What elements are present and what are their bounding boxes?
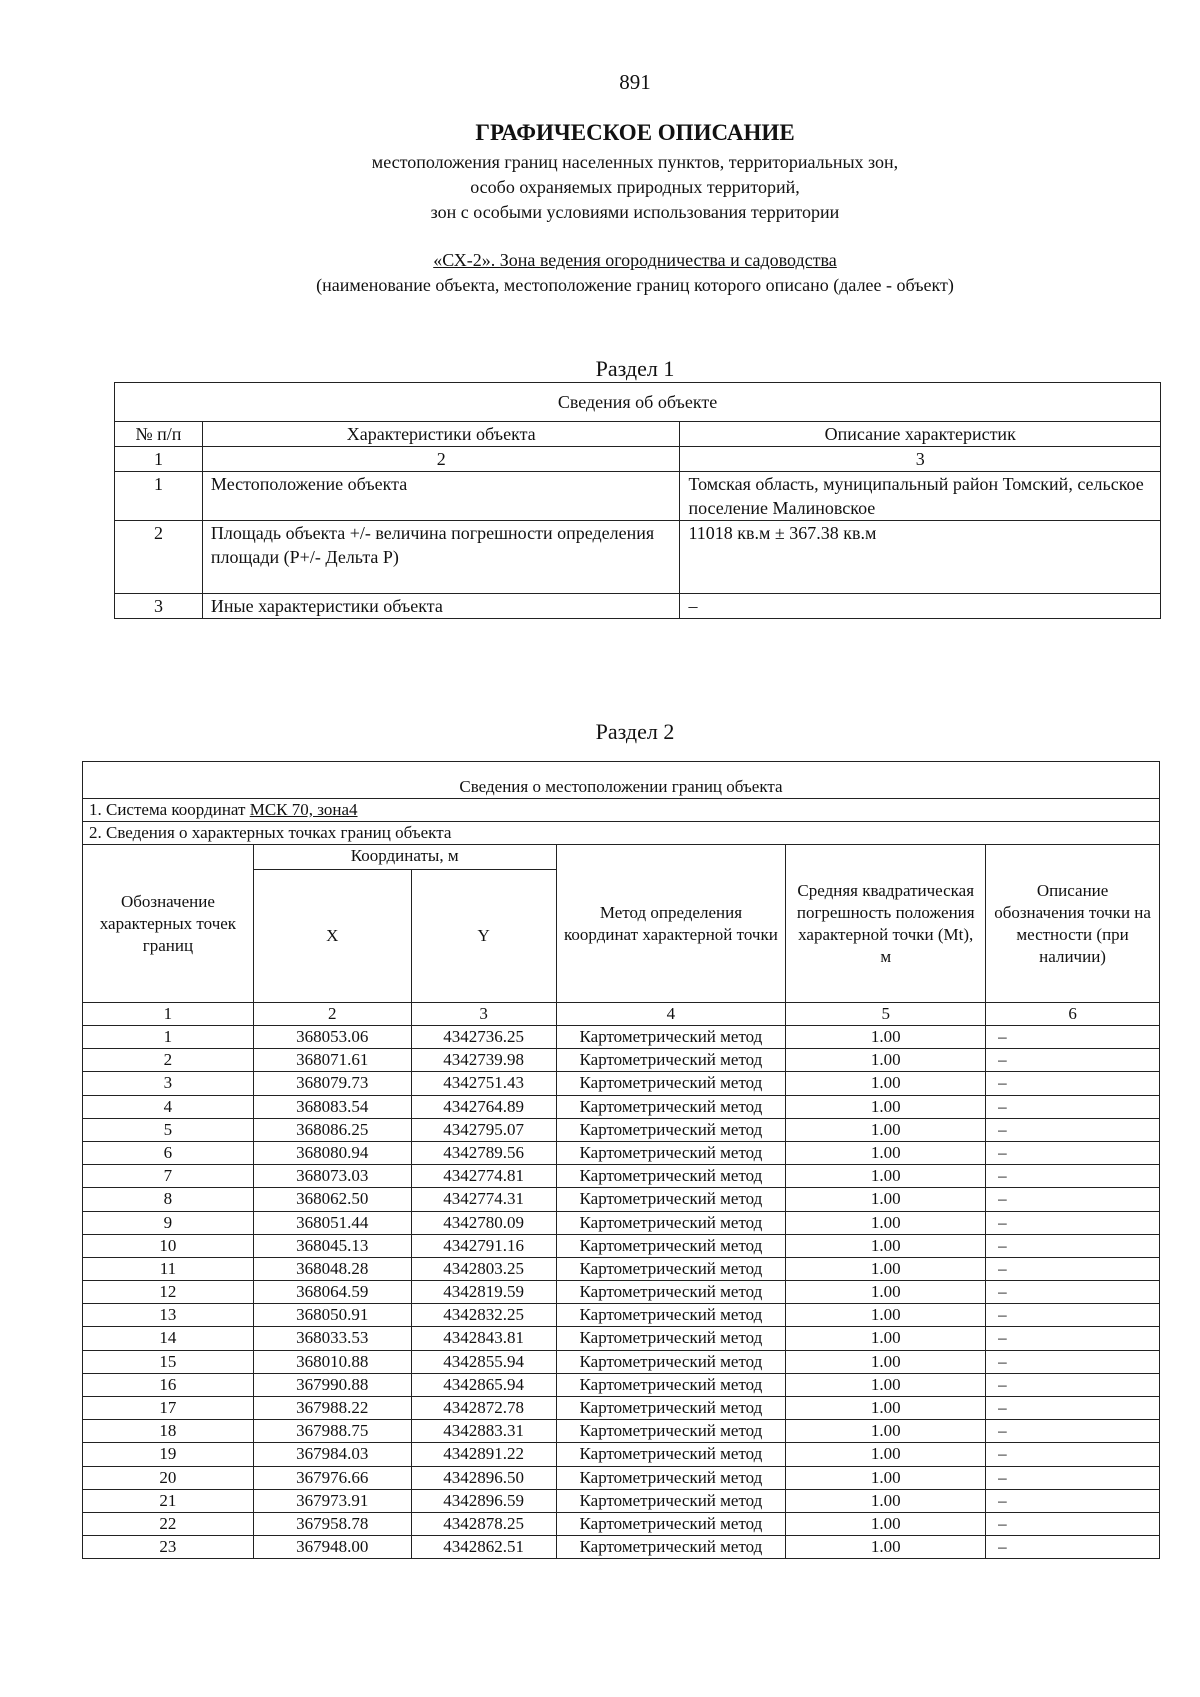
coord-y: 4342789.56 bbox=[411, 1141, 556, 1164]
boundary-points-table bbox=[82, 761, 1160, 1559]
error-value: 1.00 bbox=[786, 1327, 986, 1350]
table-header-row bbox=[115, 422, 1161, 447]
column-number: 3 bbox=[680, 447, 1161, 472]
error-value: 1.00 bbox=[786, 1350, 986, 1373]
column-number: 6 bbox=[986, 1003, 1160, 1026]
table-row bbox=[83, 1257, 1160, 1280]
object-name-block bbox=[0, 248, 1200, 298]
coord-x: 367990.88 bbox=[253, 1373, 411, 1396]
coord-x: 368073.03 bbox=[253, 1165, 411, 1188]
coord-y: 4342865.94 bbox=[411, 1373, 556, 1396]
coord-x: 368048.28 bbox=[253, 1257, 411, 1280]
method: Картометрический метод bbox=[556, 1141, 786, 1164]
error-value: 1.00 bbox=[786, 1118, 986, 1141]
point-number: 10 bbox=[83, 1234, 254, 1257]
point-number: 21 bbox=[83, 1489, 254, 1512]
method: Картометрический метод bbox=[556, 1536, 786, 1559]
table-row bbox=[83, 1141, 1160, 1164]
coord-system-label: 1. Система координат bbox=[89, 800, 250, 819]
table-title-row bbox=[115, 383, 1161, 422]
coord-y: 4342855.94 bbox=[411, 1350, 556, 1373]
coord-x: 368053.06 bbox=[253, 1026, 411, 1049]
header-x: X bbox=[253, 870, 411, 1003]
coord-x: 368033.53 bbox=[253, 1327, 411, 1350]
subtitle-line: местоположения границ населенных пунктов, территориальных зон, bbox=[371, 152, 899, 172]
characteristic-name: Местоположение объекта bbox=[202, 472, 680, 521]
point-description: – bbox=[986, 1165, 1160, 1188]
table-row bbox=[83, 1118, 1160, 1141]
point-number: 2 bbox=[83, 1049, 254, 1072]
point-number: 7 bbox=[83, 1165, 254, 1188]
point-number: 8 bbox=[83, 1188, 254, 1211]
coord-x: 368083.54 bbox=[253, 1095, 411, 1118]
point-number: 20 bbox=[83, 1466, 254, 1489]
point-description: – bbox=[986, 1095, 1160, 1118]
coord-y: 4342774.81 bbox=[411, 1165, 556, 1188]
point-number: 3 bbox=[83, 1072, 254, 1095]
point-description: – bbox=[986, 1512, 1160, 1535]
point-number: 11 bbox=[83, 1257, 254, 1280]
table-row bbox=[83, 1304, 1160, 1327]
header-characteristic: Характеристики объекта bbox=[202, 422, 680, 447]
point-number: 16 bbox=[83, 1373, 254, 1396]
method: Картометрический метод bbox=[556, 1026, 786, 1049]
table-row bbox=[83, 1489, 1160, 1512]
column-number: 1 bbox=[83, 1003, 254, 1026]
coord-y: 4342891.22 bbox=[411, 1443, 556, 1466]
point-description: – bbox=[986, 1373, 1160, 1396]
point-description: – bbox=[986, 1350, 1160, 1373]
coord-x: 367948.00 bbox=[253, 1536, 411, 1559]
coord-x: 368050.91 bbox=[253, 1304, 411, 1327]
coord-y: 4342751.43 bbox=[411, 1072, 556, 1095]
point-description: – bbox=[986, 1118, 1160, 1141]
coord-y: 4342872.78 bbox=[411, 1397, 556, 1420]
column-number: 4 bbox=[556, 1003, 786, 1026]
column-number: 2 bbox=[253, 1003, 411, 1026]
table-row bbox=[83, 1211, 1160, 1234]
table-row bbox=[115, 594, 1161, 619]
characteristic-name: Площадь объекта +/- величина погрешности определения площади (Р+/- Дельта Р) bbox=[202, 521, 680, 594]
coord-system bbox=[83, 799, 1160, 822]
point-description: – bbox=[986, 1211, 1160, 1234]
point-description: – bbox=[986, 1026, 1160, 1049]
error-value: 1.00 bbox=[786, 1141, 986, 1164]
column-number: 2 bbox=[202, 447, 680, 472]
method: Картометрический метод bbox=[556, 1304, 786, 1327]
method: Картометрический метод bbox=[556, 1211, 786, 1234]
error-value: 1.00 bbox=[786, 1489, 986, 1512]
point-number: 15 bbox=[83, 1350, 254, 1373]
table-row bbox=[83, 1512, 1160, 1535]
object-info-table bbox=[114, 382, 1161, 619]
header-description: Описание обозначения точки на местности (при наличии) bbox=[986, 845, 1160, 1003]
header-method: Метод определения координат характерной точки bbox=[556, 845, 786, 1003]
point-description: – bbox=[986, 1141, 1160, 1164]
coord-y: 4342832.25 bbox=[411, 1304, 556, 1327]
point-description: – bbox=[986, 1049, 1160, 1072]
point-description: – bbox=[986, 1327, 1160, 1350]
error-value: 1.00 bbox=[786, 1072, 986, 1095]
coord-x: 368086.25 bbox=[253, 1118, 411, 1141]
method: Картометрический метод bbox=[556, 1466, 786, 1489]
table-row bbox=[83, 1072, 1160, 1095]
subtitle-line: особо охраняемых природных территорий, bbox=[470, 177, 800, 197]
method: Картометрический метод bbox=[556, 1373, 786, 1396]
coord-x: 367988.75 bbox=[253, 1420, 411, 1443]
column-number: 3 bbox=[411, 1003, 556, 1026]
table-title: Сведения об объекте bbox=[115, 383, 1161, 422]
method: Картометрический метод bbox=[556, 1420, 786, 1443]
coord-y: 4342739.98 bbox=[411, 1049, 556, 1072]
table-row bbox=[115, 521, 1161, 594]
header-point: Обозначение характерных точек границ bbox=[83, 845, 254, 1003]
coord-x: 368045.13 bbox=[253, 1234, 411, 1257]
coord-y: 4342803.25 bbox=[411, 1257, 556, 1280]
table-row bbox=[83, 1420, 1160, 1443]
point-number: 4 bbox=[83, 1095, 254, 1118]
table-row bbox=[83, 1234, 1160, 1257]
table-row bbox=[83, 1049, 1160, 1072]
object-name: «СХ-2». Зона ведения огородничества и садоводства bbox=[433, 250, 837, 270]
subtitle-line: зон с особыми условиями использования территории bbox=[430, 202, 840, 222]
point-number: 5 bbox=[83, 1118, 254, 1141]
point-description: – bbox=[986, 1304, 1160, 1327]
error-value: 1.00 bbox=[786, 1257, 986, 1280]
point-description: – bbox=[986, 1420, 1160, 1443]
row-number: 2 bbox=[115, 521, 203, 594]
method: Картометрический метод bbox=[556, 1188, 786, 1211]
table-title: Сведения о местоположении границ объекта bbox=[83, 762, 1160, 799]
table-row bbox=[83, 1188, 1160, 1211]
header-coordinates: Координаты, м bbox=[253, 845, 556, 870]
characteristic-value: – bbox=[680, 594, 1161, 619]
coord-x: 368062.50 bbox=[253, 1188, 411, 1211]
method: Картометрический метод bbox=[556, 1443, 786, 1466]
coord-y: 4342862.51 bbox=[411, 1536, 556, 1559]
method: Картометрический метод bbox=[556, 1350, 786, 1373]
coord-x: 367984.03 bbox=[253, 1443, 411, 1466]
coord-x: 368064.59 bbox=[253, 1281, 411, 1304]
method: Картометрический метод bbox=[556, 1095, 786, 1118]
coord-y: 4342774.31 bbox=[411, 1188, 556, 1211]
coord-x: 368080.94 bbox=[253, 1141, 411, 1164]
error-value: 1.00 bbox=[786, 1188, 986, 1211]
method: Картометрический метод bbox=[556, 1512, 786, 1535]
points-label-row bbox=[83, 822, 1160, 845]
title-block bbox=[0, 120, 1200, 225]
error-value: 1.00 bbox=[786, 1165, 986, 1188]
point-description: – bbox=[986, 1397, 1160, 1420]
page-number: 891 bbox=[619, 70, 651, 94]
point-number: 23 bbox=[83, 1536, 254, 1559]
point-number: 18 bbox=[83, 1420, 254, 1443]
table-header-row bbox=[83, 845, 1160, 870]
characteristic-value: 11018 кв.м ± 367.38 кв.м bbox=[680, 521, 1161, 594]
point-description: – bbox=[986, 1489, 1160, 1512]
table-row bbox=[83, 1466, 1160, 1489]
coord-y: 4342819.59 bbox=[411, 1281, 556, 1304]
point-number: 14 bbox=[83, 1327, 254, 1350]
point-description: – bbox=[986, 1188, 1160, 1211]
table-row bbox=[83, 1165, 1160, 1188]
error-value: 1.00 bbox=[786, 1536, 986, 1559]
coord-x: 367973.91 bbox=[253, 1489, 411, 1512]
method: Картометрический метод bbox=[556, 1165, 786, 1188]
coord-system-row bbox=[83, 799, 1160, 822]
point-description: – bbox=[986, 1072, 1160, 1095]
table-row bbox=[115, 472, 1161, 521]
document-title: ГРАФИЧЕСКОЕ ОПИСАНИЕ bbox=[475, 120, 795, 145]
coord-x: 368051.44 bbox=[253, 1211, 411, 1234]
coord-y: 4342843.81 bbox=[411, 1327, 556, 1350]
point-description: – bbox=[986, 1281, 1160, 1304]
header-error: Средняя квадратическая погрешность положения характерной точки (Mt), м bbox=[786, 845, 986, 1003]
point-number: 19 bbox=[83, 1443, 254, 1466]
table-numbering-row bbox=[83, 1003, 1160, 1026]
header-description: Описание характеристик bbox=[680, 422, 1161, 447]
point-description: – bbox=[986, 1443, 1160, 1466]
coord-x: 368079.73 bbox=[253, 1072, 411, 1095]
coord-y: 4342780.09 bbox=[411, 1211, 556, 1234]
error-value: 1.00 bbox=[786, 1397, 986, 1420]
coord-x: 368071.61 bbox=[253, 1049, 411, 1072]
table-row bbox=[83, 1327, 1160, 1350]
point-description: – bbox=[986, 1466, 1160, 1489]
error-value: 1.00 bbox=[786, 1049, 986, 1072]
error-value: 1.00 bbox=[786, 1026, 986, 1049]
coord-x: 368010.88 bbox=[253, 1350, 411, 1373]
coord-y: 4342736.25 bbox=[411, 1026, 556, 1049]
points-label: 2. Сведения о характерных точках границ объекта bbox=[83, 822, 1160, 845]
coord-x: 367988.22 bbox=[253, 1397, 411, 1420]
point-number: 12 bbox=[83, 1281, 254, 1304]
row-number: 1 bbox=[115, 472, 203, 521]
table-row bbox=[83, 1350, 1160, 1373]
point-description: – bbox=[986, 1234, 1160, 1257]
method: Картометрический метод bbox=[556, 1234, 786, 1257]
coord-y: 4342878.25 bbox=[411, 1512, 556, 1535]
object-name-caption: (наименование объекта, местоположение границ которого описано (далее - объект) bbox=[316, 275, 954, 295]
error-value: 1.00 bbox=[786, 1211, 986, 1234]
coord-x: 367976.66 bbox=[253, 1466, 411, 1489]
points-body bbox=[83, 1026, 1160, 1559]
error-value: 1.00 bbox=[786, 1466, 986, 1489]
point-number: 1 bbox=[83, 1026, 254, 1049]
error-value: 1.00 bbox=[786, 1234, 986, 1257]
point-description: – bbox=[986, 1536, 1160, 1559]
method: Картометрический метод bbox=[556, 1049, 786, 1072]
method: Картометрический метод bbox=[556, 1327, 786, 1350]
coord-x: 367958.78 bbox=[253, 1512, 411, 1535]
coord-y: 4342883.31 bbox=[411, 1420, 556, 1443]
point-number: 22 bbox=[83, 1512, 254, 1535]
table-row bbox=[83, 1281, 1160, 1304]
coord-y: 4342791.16 bbox=[411, 1234, 556, 1257]
table-row bbox=[83, 1536, 1160, 1559]
method: Картометрический метод bbox=[556, 1072, 786, 1095]
error-value: 1.00 bbox=[786, 1443, 986, 1466]
table-title-row bbox=[83, 762, 1160, 799]
method: Картометрический метод bbox=[556, 1281, 786, 1304]
column-number: 5 bbox=[786, 1003, 986, 1026]
table-numbering-row bbox=[115, 447, 1161, 472]
point-number: 13 bbox=[83, 1304, 254, 1327]
method: Картометрический метод bbox=[556, 1118, 786, 1141]
table-row bbox=[83, 1095, 1160, 1118]
section-2-title: Раздел 2 bbox=[595, 719, 675, 744]
error-value: 1.00 bbox=[786, 1095, 986, 1118]
point-number: 6 bbox=[83, 1141, 254, 1164]
characteristic-value: Томская область, муниципальный район Томский, сельское поселение Малиновское bbox=[680, 472, 1161, 521]
coord-y: 4342764.89 bbox=[411, 1095, 556, 1118]
coord-y: 4342795.07 bbox=[411, 1118, 556, 1141]
point-description: – bbox=[986, 1257, 1160, 1280]
header-number: № п/п bbox=[115, 422, 203, 447]
table-row bbox=[83, 1443, 1160, 1466]
row-number: 3 bbox=[115, 594, 203, 619]
error-value: 1.00 bbox=[786, 1281, 986, 1304]
error-value: 1.00 bbox=[786, 1304, 986, 1327]
point-number: 9 bbox=[83, 1211, 254, 1234]
point-number: 17 bbox=[83, 1397, 254, 1420]
section-1-title: Раздел 1 bbox=[595, 356, 675, 381]
table-row bbox=[83, 1397, 1160, 1420]
coord-system-value: МСК 70, зона4 bbox=[249, 800, 358, 819]
method: Картометрический метод bbox=[556, 1397, 786, 1420]
method: Картометрический метод bbox=[556, 1257, 786, 1280]
column-number: 1 bbox=[115, 447, 203, 472]
header-y: Y bbox=[411, 870, 556, 1003]
error-value: 1.00 bbox=[786, 1512, 986, 1535]
table-row bbox=[83, 1373, 1160, 1396]
method: Картометрический метод bbox=[556, 1489, 786, 1512]
characteristic-name: Иные характеристики объекта bbox=[202, 594, 680, 619]
coord-y: 4342896.50 bbox=[411, 1466, 556, 1489]
error-value: 1.00 bbox=[786, 1373, 986, 1396]
table-row bbox=[83, 1026, 1160, 1049]
error-value: 1.00 bbox=[786, 1420, 986, 1443]
coord-y: 4342896.59 bbox=[411, 1489, 556, 1512]
